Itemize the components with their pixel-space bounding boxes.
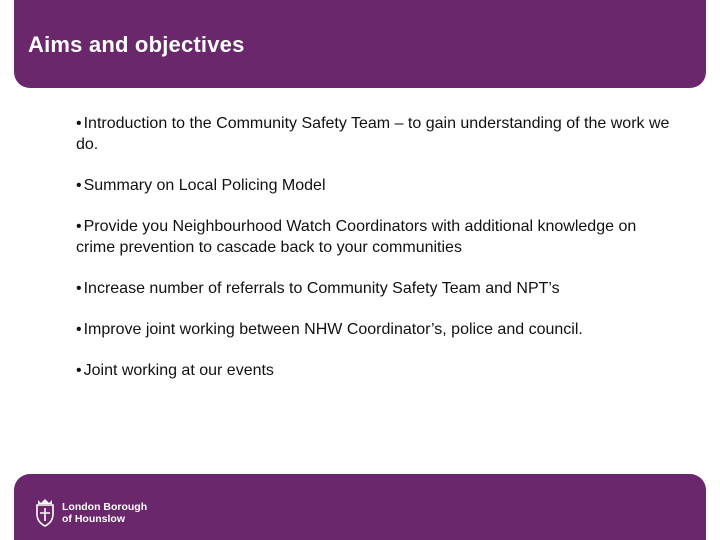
bullet-mark: • <box>76 321 82 338</box>
header-banner <box>14 0 706 88</box>
hounslow-logo <box>34 498 147 528</box>
list-item <box>76 319 676 340</box>
logo-line-1: London Borough <box>62 501 148 513</box>
footer-banner <box>14 474 706 540</box>
list-item <box>76 360 676 381</box>
list-item <box>76 216 676 258</box>
bullet-mark: • <box>76 362 82 379</box>
bullet-mark: • <box>76 115 82 132</box>
slide-title: Aims and objectives <box>28 32 245 57</box>
logo-line-2: of Hounslow <box>62 513 125 525</box>
list-item <box>76 278 676 299</box>
bullet-text: Provide you Neighbourhood Watch Coordinators with additional knowledge on crime prevention to cascade back to your communities <box>76 218 637 256</box>
bullet-mark: • <box>76 218 82 235</box>
list-item <box>76 175 676 196</box>
bullet-text: Joint working at our events <box>83 362 274 379</box>
logo-text <box>62 501 147 525</box>
crest-icon <box>34 499 56 527</box>
bullet-mark: • <box>76 280 82 297</box>
bullet-text: Summary on Local Policing Model <box>83 177 326 194</box>
bullet-text: Introduction to the Community Safety Team – to gain understanding of the work we do. <box>76 115 670 153</box>
bullet-mark: • <box>76 177 82 194</box>
list-item <box>76 113 676 155</box>
bullet-text: Improve joint working between NHW Coordinator’s, police and council. <box>83 321 583 338</box>
objectives-list <box>76 113 676 401</box>
bullet-text: Increase number of referrals to Community Safety Team and NPT’s <box>83 280 560 297</box>
